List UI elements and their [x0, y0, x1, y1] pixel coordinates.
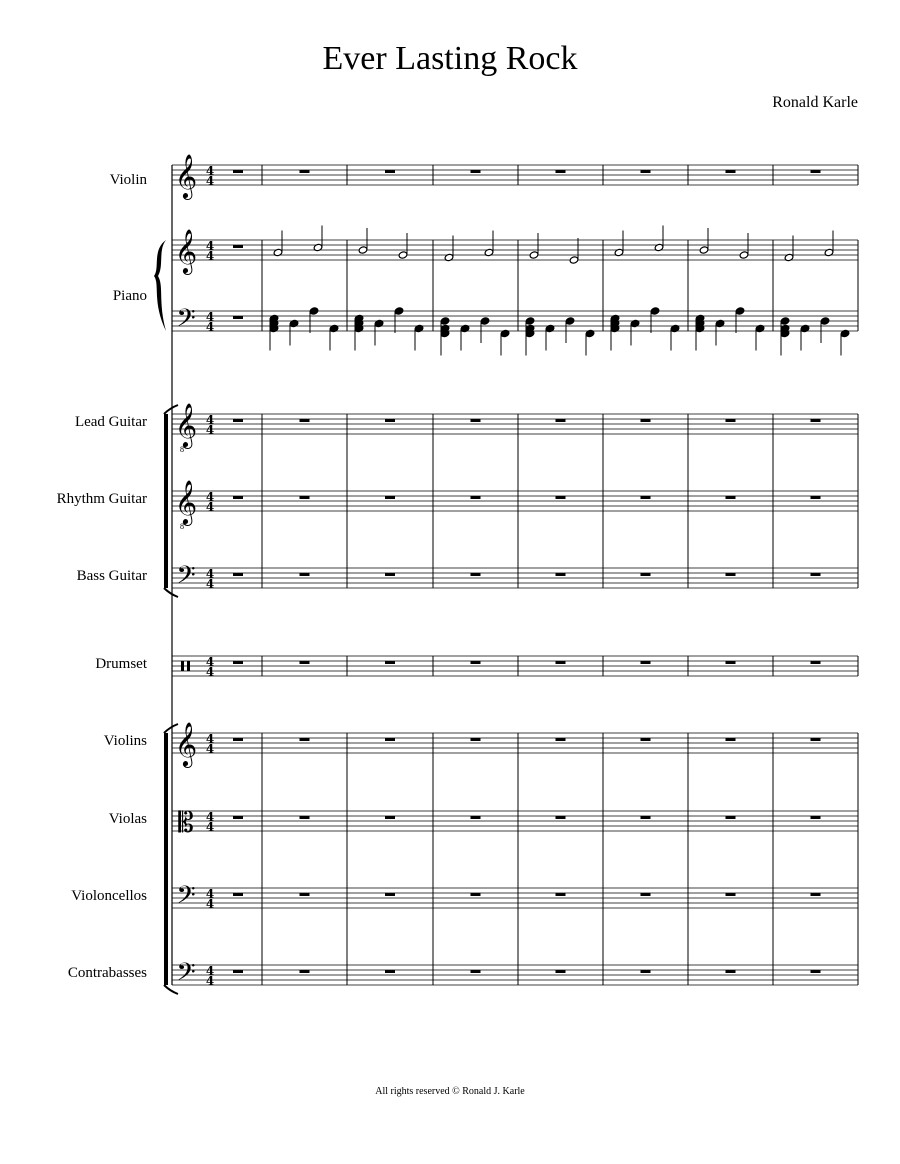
rhythm-guitar-time-sig-den: 4: [205, 500, 215, 514]
piano-lh-note: [545, 324, 555, 332]
violin-rest: [811, 170, 821, 173]
piano-lh-time-sig-num: 4: [205, 310, 215, 324]
rhythm-guitar-rest: [726, 496, 736, 499]
violin-rest: [233, 170, 243, 173]
drumset-rest: [811, 661, 821, 664]
violin-rest: [385, 170, 395, 173]
drumset-rest: [556, 661, 566, 664]
piano-rh-note: [529, 251, 539, 259]
piano-lh-note: [414, 324, 424, 332]
violin-time-sig-num: 4: [205, 164, 215, 178]
bass-guitar-rest: [385, 573, 395, 576]
piano-rh-note: [358, 246, 368, 254]
piano-lh-note: [650, 307, 660, 315]
composer-name: Ronald Karle: [772, 94, 858, 111]
piano-lh-note: [800, 324, 810, 332]
drumset-time-sig-den: 4: [205, 665, 215, 679]
lead-guitar-rest: [641, 419, 651, 422]
contrabasses-time-sig-den: 4: [205, 974, 215, 988]
piano-lh-note: [735, 307, 745, 315]
piano-rh-note: [398, 251, 408, 259]
contrabasses-rest: [300, 970, 310, 973]
piano-rh-time-sig-den: 4: [205, 249, 215, 263]
violins-rest: [726, 738, 736, 741]
violas-rest: [641, 816, 651, 819]
drumset-rest: [641, 661, 651, 664]
piano-lh-time-sig-den: 4: [205, 320, 215, 334]
score-title: Ever Lasting Rock: [322, 40, 578, 77]
bass-guitar-rest: [556, 573, 566, 576]
piano-rh-time-sig-num: 4: [205, 239, 215, 253]
label-piano: Piano: [112, 288, 147, 304]
piano-rh-note: [739, 251, 749, 259]
lead-guitar-rest: [300, 419, 310, 422]
label-violins: Violins: [103, 733, 147, 749]
drumset-clef-a: [181, 661, 184, 671]
violin-rest: [641, 170, 651, 173]
contrabasses-time-sig-num: 4: [205, 964, 215, 978]
drumset-rest: [471, 661, 481, 664]
bass-guitar-clef: 𝄢: [176, 561, 196, 596]
label-violas: Violas: [108, 811, 147, 827]
violoncellos-rest: [811, 893, 821, 896]
piano-lh-rest: [233, 316, 243, 319]
drumset-rest: [233, 661, 243, 664]
piano-lh-clef: 𝄢: [176, 304, 196, 339]
piano-rh-note: [569, 256, 579, 264]
rhythm-guitar-clef-8va: 8: [180, 522, 184, 531]
violoncellos-time-sig-num: 4: [205, 887, 215, 901]
violas-rest: [556, 816, 566, 819]
drumset-time-sig-num: 4: [205, 655, 215, 669]
piano-lh-note: [460, 324, 470, 332]
contrabasses-rest: [726, 970, 736, 973]
violas-time-sig-num: 4: [205, 810, 215, 824]
violins-rest: [811, 738, 821, 741]
violas-time-sig-den: 4: [205, 820, 215, 834]
piano-lh-note: [780, 317, 790, 325]
piano-rh-clef: 𝄞: [174, 229, 198, 273]
piano-lh-note: [715, 319, 725, 327]
lead-guitar-rest: [556, 419, 566, 422]
rhythm-guitar-clef: 𝄞: [174, 480, 198, 524]
bass-guitar-rest: [726, 573, 736, 576]
rhythm-guitar-rest: [300, 496, 310, 499]
piano-lh-note: [670, 324, 680, 332]
violin-rest: [556, 170, 566, 173]
violin-rest: [300, 170, 310, 173]
violas-rest: [726, 816, 736, 819]
lead-guitar-rest: [726, 419, 736, 422]
violas-rest: [233, 816, 243, 819]
violoncellos-rest: [385, 893, 395, 896]
violas-rest: [811, 816, 821, 819]
violoncellos-rest: [300, 893, 310, 896]
violoncellos-rest: [641, 893, 651, 896]
contrabasses-rest: [233, 970, 243, 973]
piano-lh-note: [585, 329, 595, 337]
label-violin: Violin: [109, 172, 147, 188]
piano-lh-note: [525, 317, 535, 325]
violin-clef: 𝄞: [174, 154, 198, 198]
bass-guitar-rest: [471, 573, 481, 576]
piano-brace: [154, 240, 166, 331]
copyright-notice: All rights reserved © Ronald J. Karle: [375, 1086, 525, 1097]
contrabasses-rest: [385, 970, 395, 973]
piano-lh-note: [374, 319, 384, 327]
bass-guitar-rest: [233, 573, 243, 576]
drumset-clef-b: [187, 661, 190, 671]
violoncellos-rest: [556, 893, 566, 896]
contrabasses-rest: [471, 970, 481, 973]
contrabasses-clef: 𝄢: [176, 958, 196, 993]
rhythm-guitar-rest: [641, 496, 651, 499]
violins-rest: [556, 738, 566, 741]
rhythm-guitar-time-sig-num: 4: [205, 490, 215, 504]
drumset-rest: [726, 661, 736, 664]
violoncellos-rest: [726, 893, 736, 896]
lead-guitar-rest: [471, 419, 481, 422]
violins-rest: [300, 738, 310, 741]
rhythm-guitar-rest: [233, 496, 243, 499]
piano-lh-note: [329, 324, 339, 332]
piano-rh-note: [699, 246, 709, 254]
rhythm-guitar-rest: [471, 496, 481, 499]
contrabasses-rest: [811, 970, 821, 973]
piano-lh-note: [309, 307, 319, 315]
violins-clef: 𝄞: [174, 722, 198, 766]
bass-guitar-time-sig-num: 4: [205, 567, 215, 581]
rhythm-guitar-rest: [556, 496, 566, 499]
label-violoncellos: Violoncellos: [71, 888, 147, 904]
violins-rest: [385, 738, 395, 741]
piano-lh-note: [480, 317, 490, 325]
lead-guitar-rest: [233, 419, 243, 422]
violins-time-sig-den: 4: [205, 742, 215, 756]
violas-rest: [300, 816, 310, 819]
piano-rh-note: [784, 253, 794, 261]
piano-lh-note: [565, 317, 575, 325]
violoncellos-clef: 𝄢: [176, 881, 196, 916]
piano-rh-note: [614, 248, 624, 256]
violins-rest: [233, 738, 243, 741]
label-drumset: Drumset: [95, 656, 147, 672]
violin-rest: [726, 170, 736, 173]
violins-rest: [641, 738, 651, 741]
piano-lh-note: [630, 319, 640, 327]
piano-lh-note: [289, 319, 299, 327]
piano-rh-rest: [233, 245, 243, 248]
rhythm-guitar-rest: [385, 496, 395, 499]
lead-guitar-time-sig-den: 4: [205, 423, 215, 437]
lead-guitar-clef: 𝄞: [174, 403, 198, 447]
violas-clef: 𝄡: [178, 806, 194, 839]
piano-rh-note: [273, 248, 283, 256]
bass-guitar-rest: [811, 573, 821, 576]
violin-time-sig-den: 4: [205, 174, 215, 188]
bass-guitar-time-sig-den: 4: [205, 577, 215, 591]
piano-lh-note: [500, 329, 510, 337]
piano-rh-note: [654, 243, 664, 251]
contrabasses-rest: [556, 970, 566, 973]
lead-guitar-rest: [811, 419, 821, 422]
violins-time-sig-num: 4: [205, 732, 215, 746]
violoncellos-rest: [471, 893, 481, 896]
violas-rest: [385, 816, 395, 819]
lead-guitar-rest: [385, 419, 395, 422]
label-rhythm-guitar: Rhythm Guitar: [56, 491, 147, 507]
piano-lh-note: [394, 307, 404, 315]
lead-guitar-time-sig-num: 4: [205, 413, 215, 427]
drumset-rest: [300, 661, 310, 664]
lead-guitar-clef-8va: 8: [180, 445, 184, 454]
violin-rest: [471, 170, 481, 173]
violins-rest: [471, 738, 481, 741]
piano-lh-note: [820, 317, 830, 325]
violoncellos-time-sig-den: 4: [205, 897, 215, 911]
bass-guitar-rest: [300, 573, 310, 576]
contrabasses-rest: [641, 970, 651, 973]
piano-rh-note: [444, 253, 454, 261]
piano-lh-note: [755, 324, 765, 332]
rhythm-guitar-rest: [811, 496, 821, 499]
label-lead-guitar: Lead Guitar: [74, 414, 147, 430]
piano-rh-note: [824, 248, 834, 256]
label-contrabasses: Contrabasses: [67, 965, 147, 981]
drumset-rest: [385, 661, 395, 664]
piano-lh-note: [440, 317, 450, 325]
violas-rest: [471, 816, 481, 819]
violoncellos-rest: [233, 893, 243, 896]
label-bass-guitar: Bass Guitar: [76, 568, 147, 584]
bass-guitar-rest: [641, 573, 651, 576]
piano-lh-note: [840, 329, 850, 337]
piano-rh-note: [484, 248, 494, 256]
piano-rh-note: [313, 243, 323, 251]
